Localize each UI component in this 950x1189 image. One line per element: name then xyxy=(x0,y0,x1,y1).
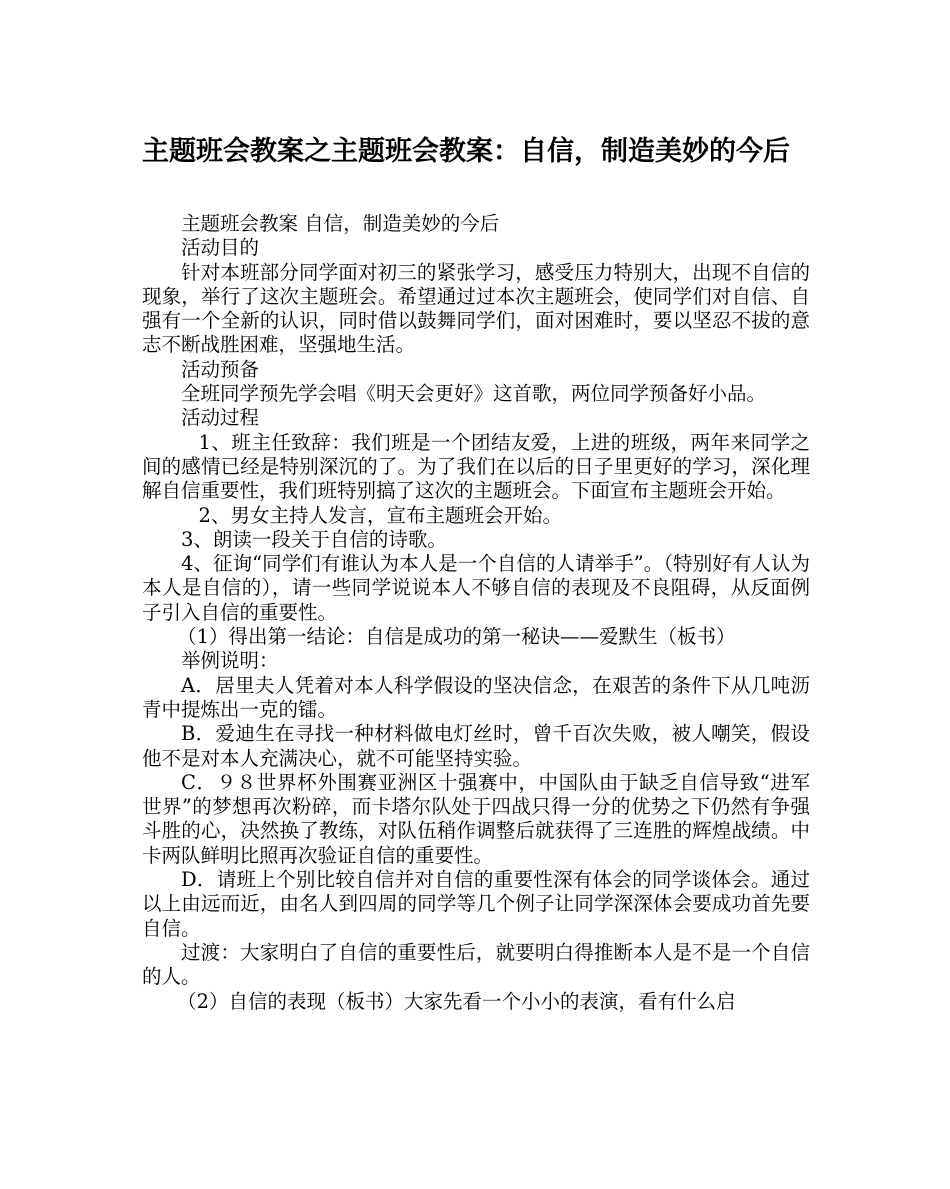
paragraph-example-a: A．居里夫人凭着对本人科学假设的坚决信念，在艰苦的条件下从几吨沥青中提炼出一克的镭。 xyxy=(142,673,810,721)
section-heading-preparation: 活动预备 xyxy=(181,357,260,381)
paragraph-step-4: 4、征询“同学们有谁认为本人是一个自信的人请举手”。（特别好有人认为本人是自信的），请一些同学说说本人不够自信的表现及不良阻碍，从反面例子引入自信的重要性。 xyxy=(142,552,810,624)
document-title: 主题班会教案之主题班会教案：自信，制造美妙的今后 xyxy=(142,136,790,167)
paragraph-preparation: 全班同学预先学会唱《明天会更好》这首歌，两位同学预备好小品。 xyxy=(181,382,767,406)
paragraph-conclusion-1: （1）得出第一结论：自信是成功的第一秘诀——爱默生（板书） xyxy=(177,625,736,649)
paragraph-examples-heading: 举例说明： xyxy=(181,649,279,673)
paragraph-step-1: 1、班主任致辞：我们班是一个团结友爱，上进的班级，两年来同学之间的感情已经是特别深沉的了。为了我们在以后的日子里更好的学习，深化理解自信重要性，我们班特别搞了这次的主题班会。下面宣布主题班会开始。 xyxy=(142,430,810,503)
subtitle-line: 主题班会教案 自信，制造美妙的今后 xyxy=(181,212,500,235)
section-heading-process: 活动过程 xyxy=(181,406,260,430)
paragraph-example-c: C．９８世界杯外围赛亚洲区十强赛中，中国队由于缺乏自信导致“进军世界”的梦想再次粉碎，而卡塔尔队处于四战只得一分的优势之下仍然有争强斗胜的心，决然换了教练，对队伍稍作调整后就获得了三连胜的辉煌战绩。中卡两队鲜明比照再次验证自信的重要性。 xyxy=(142,770,810,867)
section-heading-purpose: 活动目的 xyxy=(181,236,260,260)
paragraph-example-b: B．爱迪生在寻找一种材料做电灯丝时，曾千百次失败，被人嘲笑，假设他不是对本人充满决心，就不可能坚持实验。 xyxy=(142,722,810,770)
paragraph-purpose: 针对本班部分同学面对初三的紧张学习，感受压力特别大，出现不自信的现象，举行了这次主题班会。希望通过过本次主题班会，使同学们对自信、自强有一个全新的认识，同时借以鼓舞同学们，面对困难时，要以坚忍不拔的意志不断战胜困难，坚强地生活。 xyxy=(142,260,810,357)
paragraph-step-3: 3、朗读一段关于自信的诗歌。 xyxy=(181,527,447,551)
paragraph-conclusion-2: （2）自信的表现（板书）大家先看一个小小的表演，看有什么启 xyxy=(177,989,736,1013)
paragraph-step-2: 2、男女主持人发言，宣布主题班会开始。 xyxy=(198,503,562,527)
paragraph-transition: 过渡：大家明白了自信的重要性后，就要明白得推断本人是不是一个自信的人。 xyxy=(142,940,810,989)
document-body xyxy=(142,212,810,1014)
paragraph-example-d: D．请班上个别比较自信并对自信的重要性深有体会的同学谈体会。通过以上由远而近，由名人到四周的同学等几个例子让同学深深体会要成功首先要自信。 xyxy=(142,868,810,940)
